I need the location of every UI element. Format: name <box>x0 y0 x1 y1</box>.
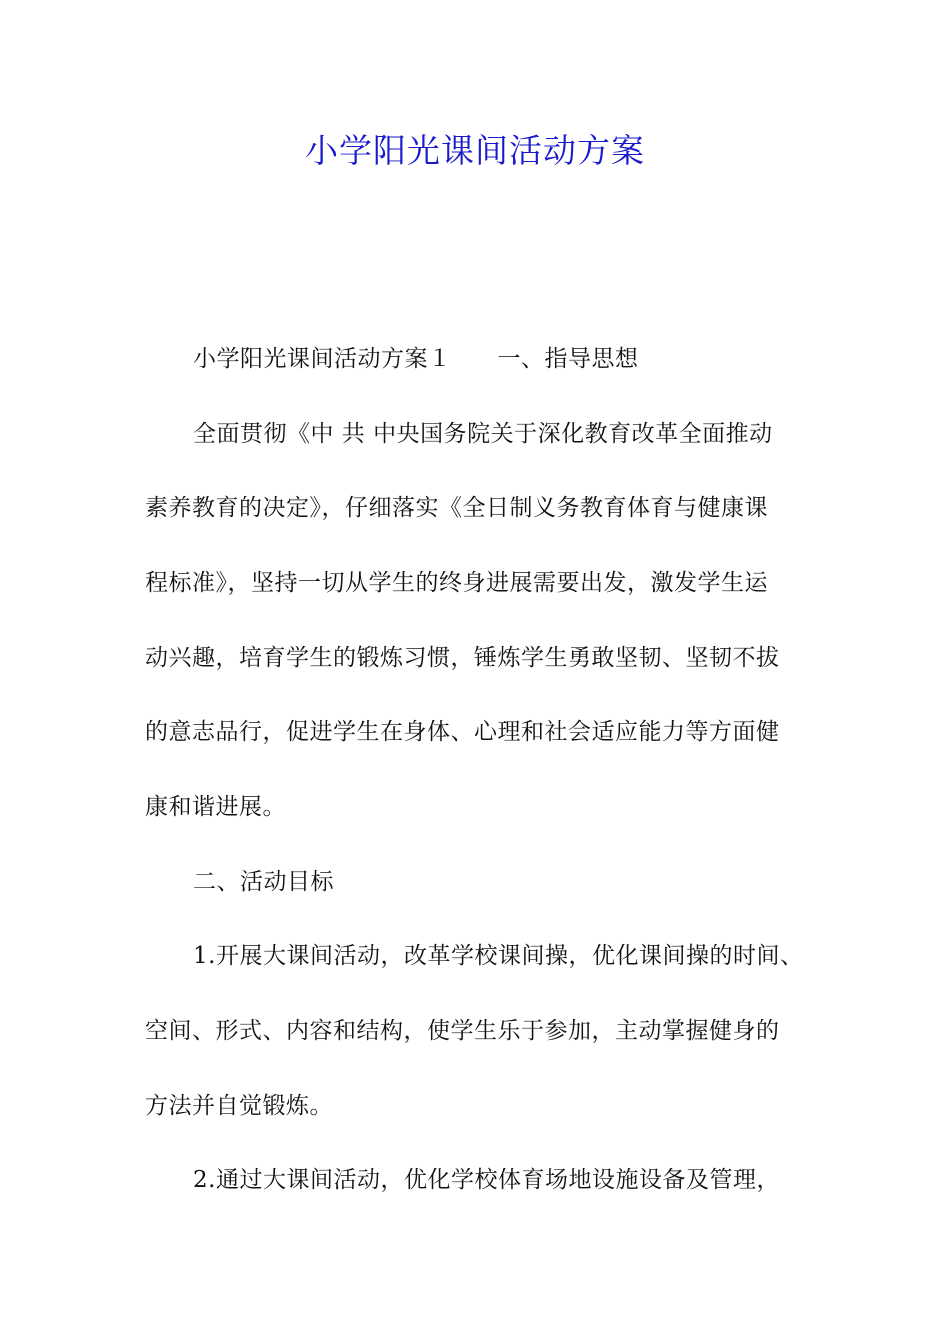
document-subtitle: 小学阳光课间活动方案１ <box>193 346 452 372</box>
paragraph-line: 动兴趣，培育学生的锻炼习惯，锤炼学生勇敢坚韧、坚韧不拔 <box>145 645 780 671</box>
section-heading-guiding-ideology: 一、指导思想 <box>497 346 639 372</box>
section-heading-activity-goals: 二、活动目标 <box>193 869 334 895</box>
paragraph-line: 康和谐进展。 <box>145 794 286 820</box>
document-title: 小学阳光课间活动方案 <box>305 131 645 170</box>
paragraph-line: 的意志品行，促进学生在身体、心理和社会适应能力等方面健 <box>145 719 780 745</box>
paragraph-line: 程标准》，坚持一切从学生的终身进展需要出发，激发学生运 <box>145 570 768 596</box>
paragraph-line: 1.开展大课间活动，改革学校课间操，优化课间操的时间、 <box>193 943 804 969</box>
paragraph-line: 全面贯彻《中 共 中央国务院关于深化教育改革全面推动 <box>193 421 773 447</box>
paragraph-line: 2.通过大课间活动，优化学校体育场地设施设备及管理， <box>193 1167 780 1193</box>
intro-line <box>193 342 639 376</box>
paragraph-line: 方法并自觉锻炼。 <box>145 1093 333 1119</box>
paragraph-line: 空间、形式、内容和结构，使学生乐于参加，主动掌握健身的 <box>145 1018 780 1044</box>
paragraph-line: 素养教育的决定》，仔细落实《全日制义务教育体育与健康课 <box>145 495 768 521</box>
